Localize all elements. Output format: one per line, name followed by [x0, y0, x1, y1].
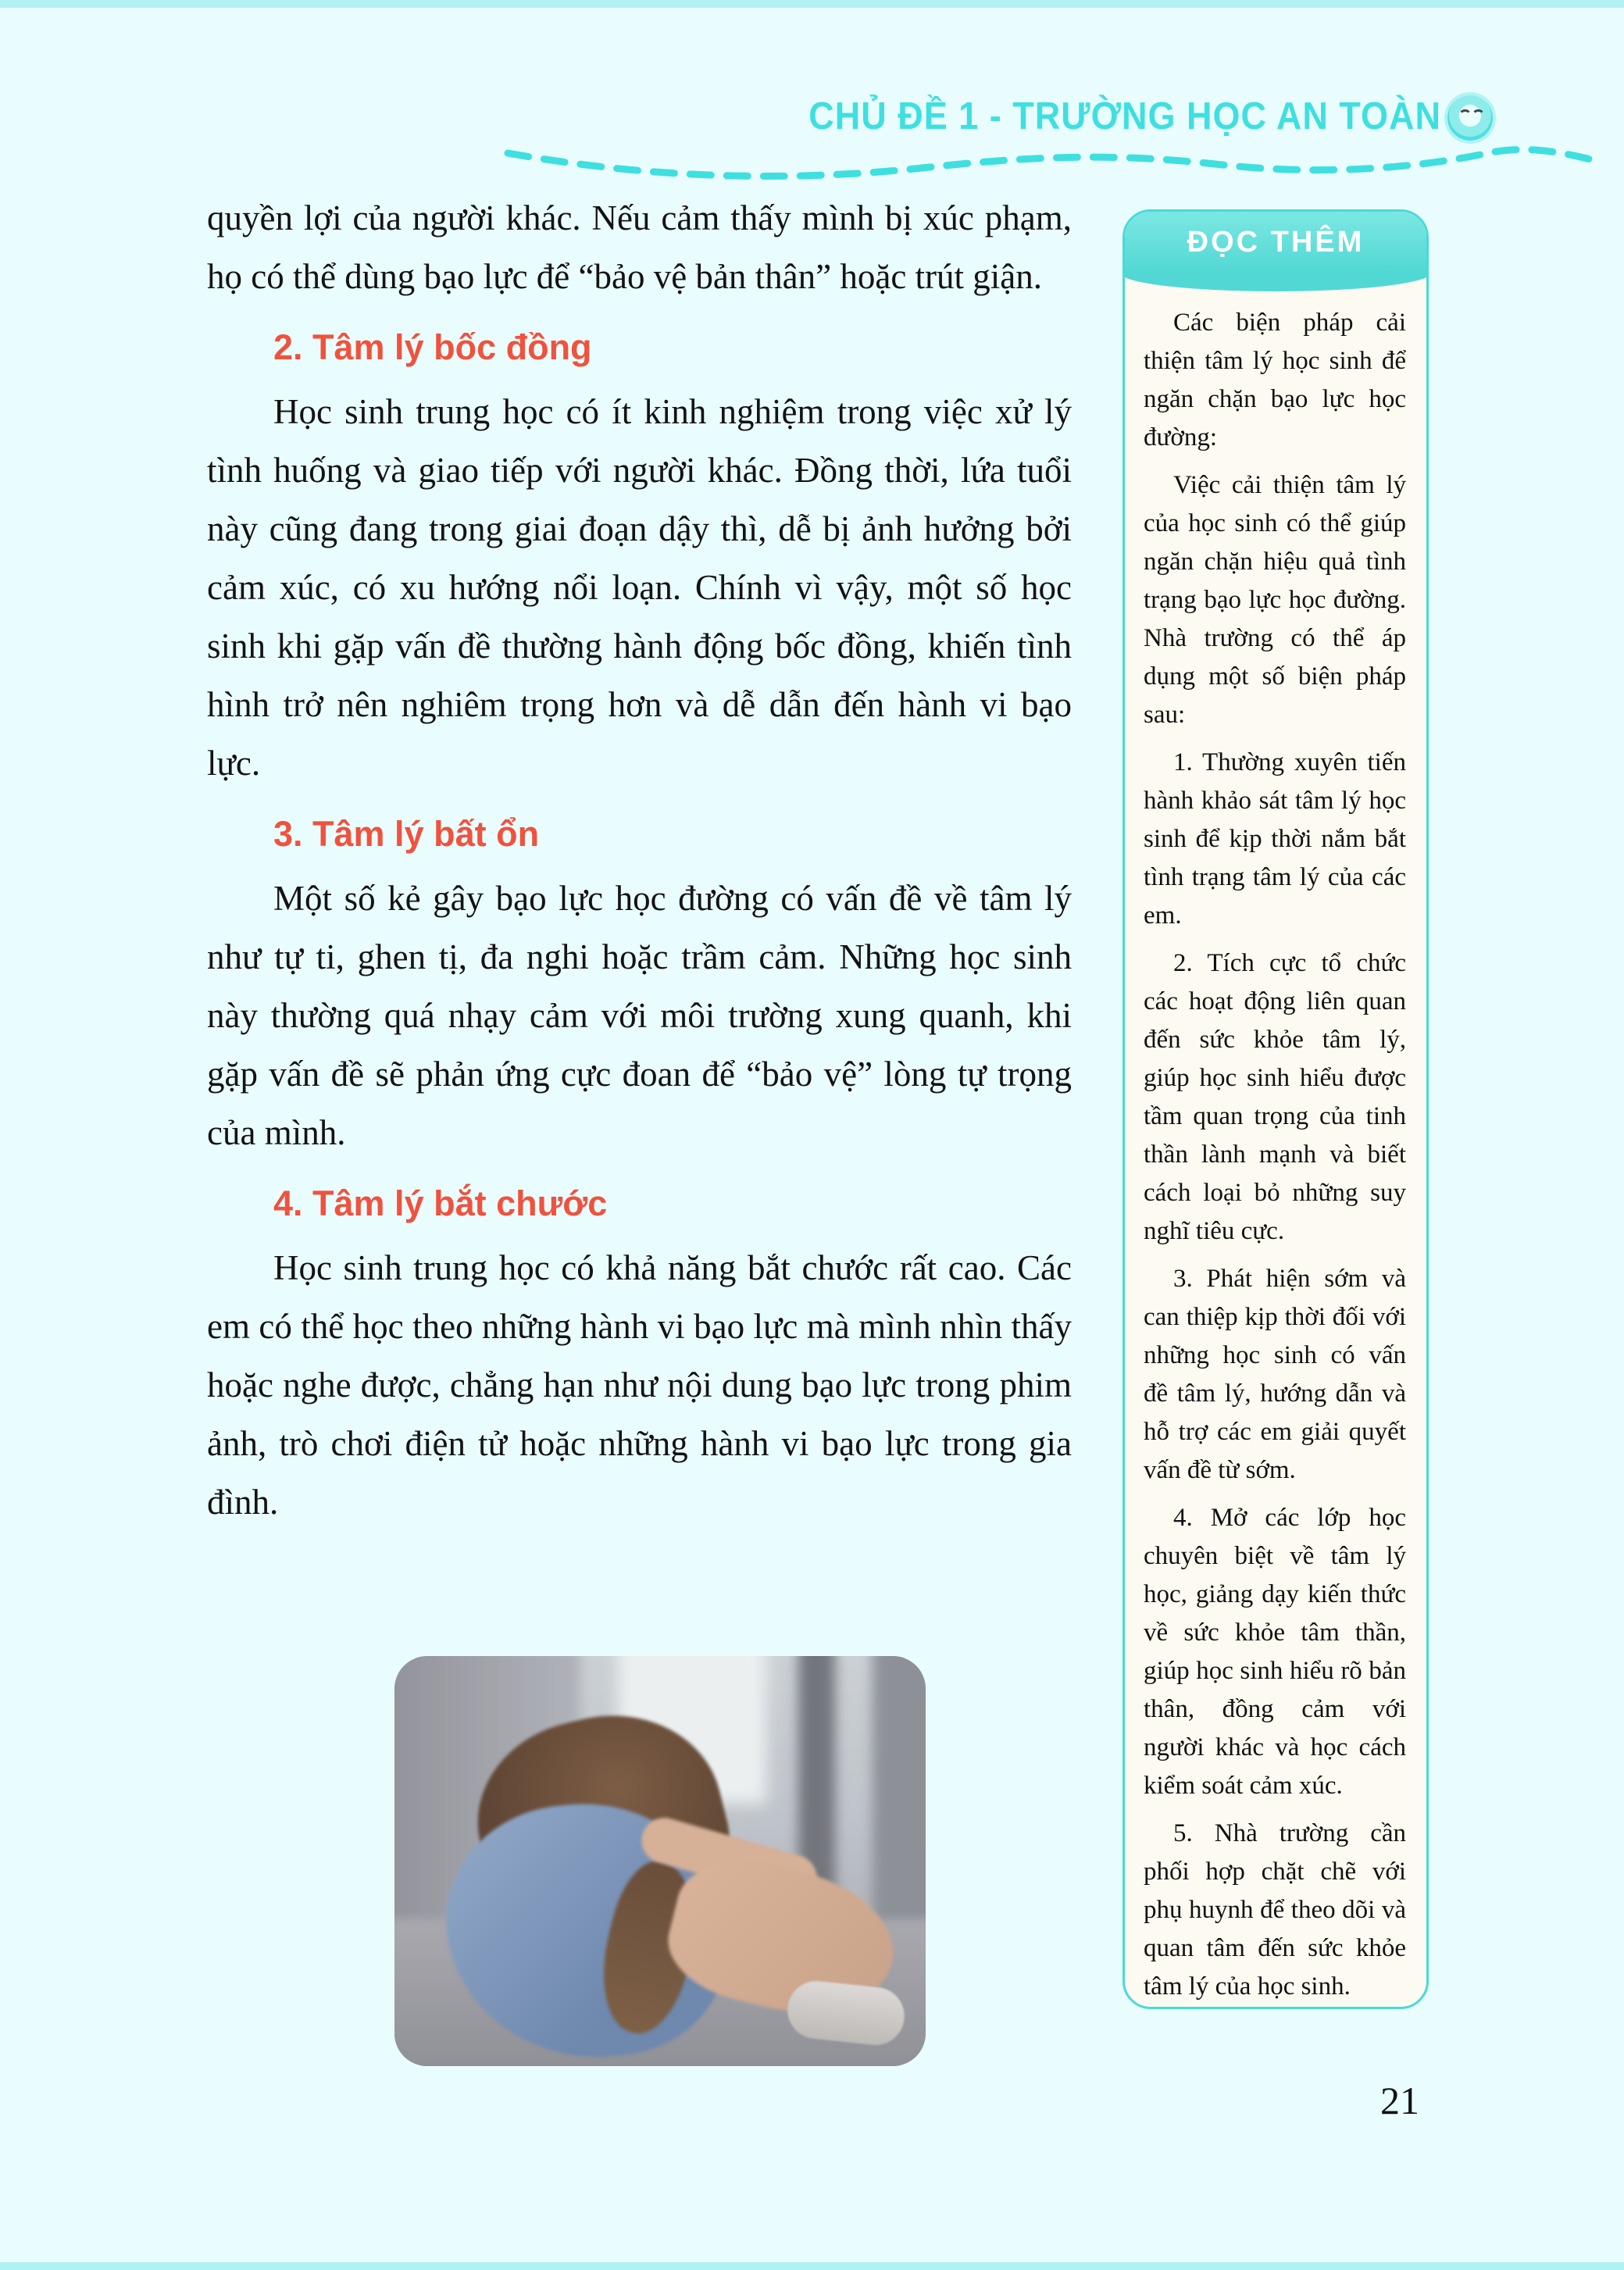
section-heading-bat-on: 3. Tâm lý bất ổn: [273, 814, 540, 854]
sidebar-title: ĐỌC THÊM: [1187, 225, 1365, 259]
dashed-wave-divider: [0, 0, 1624, 234]
page-edge-top: [0, 0, 1624, 8]
page-edge-bottom: [0, 2262, 1624, 2270]
sidebar-intro: Các biện pháp cải thiện tâm lý học sinh để ngăn chặn bạo lực học đường:: [1144, 309, 1406, 452]
sidebar-item-1: 1. Thường xuyên tiến hành khảo sát tâm lý học sinh để kịp thời nắm bắt tình trạng tâm lý của các em.: [1144, 748, 1406, 930]
sidebar-lead: Việc cải thiện tâm lý của học sinh có thể giúp ngăn chặn hiệu quả tình trạng bạo lực học đường. Nhà trường có thể áp dụng một số biện pháp sau:: [1144, 471, 1406, 729]
sidebar-body: [1125, 273, 1426, 2009]
section-body-bat-chuoc: Học sinh trung học có khả năng bắt chước rất cao. Các em có thể học theo những hành vi bạo lực mà mình nhìn thấy hoặc nghe được, chẳng hạn như nội dung bạo lực trong phim ảnh, trò chơi điện tử hoặc những hành vi bạo lực trong gia đình.: [207, 1248, 1072, 1522]
photo-sad-student-in-hallway: [394, 1656, 926, 2066]
section-heading-boc-dong: 2. Tâm lý bốc đồng: [273, 327, 592, 367]
sidebar-item-5: 5. Nhà trường cần phối hợp chặt chẽ với phụ huynh để theo dõi và quan tâm đến sức khỏe tâm lý của học sinh.: [1144, 1819, 1406, 2001]
paragraph-intro-continuation: quyền lợi của người khác. Nếu cảm thấy mình bị xúc phạm, họ có thể dùng bạo lực để “bảo vệ bản thân” hoặc trút giận.: [207, 198, 1072, 296]
main-text-column: [207, 189, 1072, 1543]
sidebar-item-3: 3. Phát hiện sớm và can thiệp kịp thời đối với những học sinh có vấn đề tâm lý, hướng dẫn và hỗ trợ các em giải quyết vấn đề từ sớm.: [1144, 1265, 1406, 1484]
section-body-bat-on: Một số kẻ gây bạo lực học đường có vấn đề về tâm lý như tự ti, ghen tị, đa nghi hoặc trầm cảm. Những học sinh này thường quá nhạy cảm với môi trường xung quanh, khi gặp vấn đề sẽ phản ứng cực đoan để “bảo vệ” lòng tự trọng của mình.: [207, 879, 1072, 1152]
page-number: 21: [1380, 2079, 1419, 2122]
sidebar-item-4: 4. Mở các lớp học chuyên biệt về tâm lý học, giảng dạy kiến thức về sức khỏe tâm thần, giúp học sinh hiểu rõ bản thân, đồng cảm với người khác và học cách kiểm soát cảm xúc.: [1144, 1504, 1406, 1800]
section-body-boc-dong: Học sinh trung học có ít kinh nghiệm trong việc xử lý tình huống và giao tiếp với người khác. Đồng thời, lứa tuổi này cũng đang trong giai đoạn dậy thì, dễ bị ảnh hưởng bởi cảm xúc, có xu hướng nổi loạn. Chính vì vậy, một số học sinh khi gặp vấn đề thường hành động bốc đồng, khiến tình hình trở nên nghiêm trọng hơn và dễ dẫn đến hành vi bạo lực.: [207, 392, 1072, 783]
chapter-header: CHỦ ĐỀ 1 - TRƯỜNG HỌC AN TOÀN: [808, 94, 1441, 138]
section-heading-bat-chuoc: 4. Tâm lý bắt chước: [273, 1183, 608, 1223]
sidebar-item-2: 2. Tích cực tổ chức các hoạt động liên quan đến sức khỏe tâm lý, giúp học sinh hiểu được tầm quan trọng của tinh thần lành mạnh và biết cách loại bỏ những suy nghĩ tiêu cực.: [1144, 949, 1406, 1245]
sidebar-doc-them: [1123, 209, 1429, 2009]
